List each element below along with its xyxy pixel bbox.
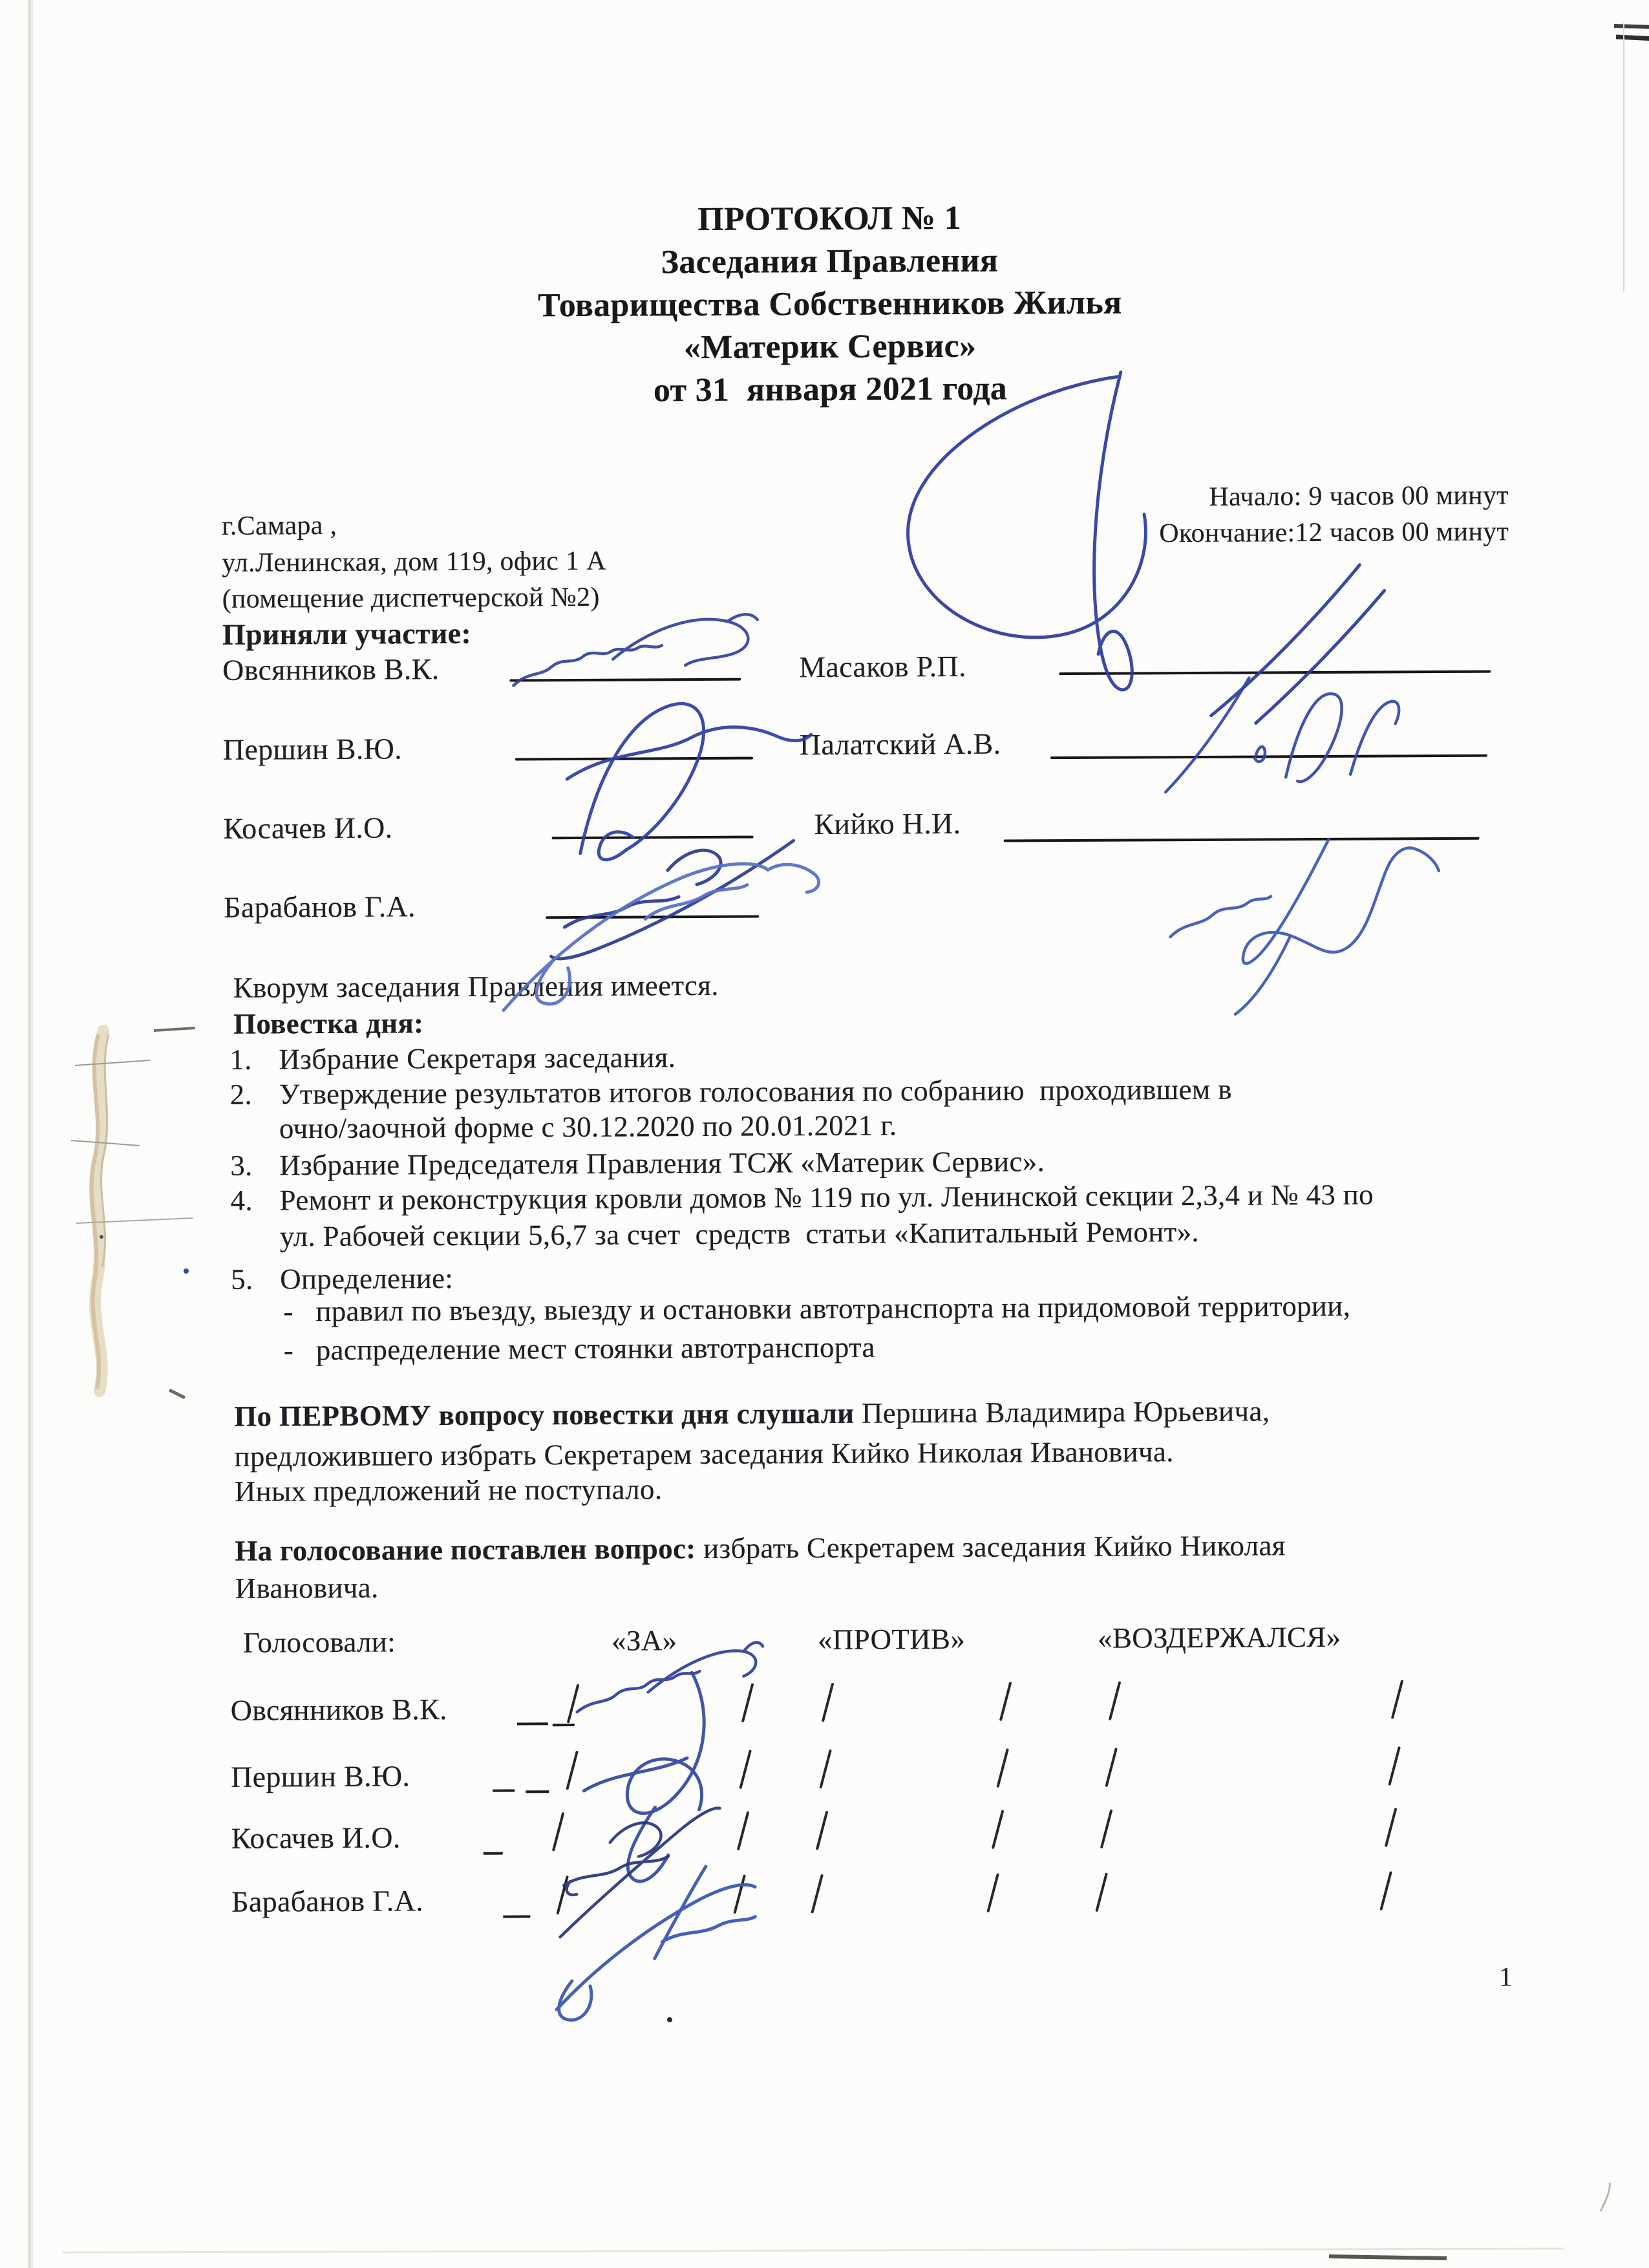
vote-slash (986, 1873, 999, 1912)
agenda-item-text: очно/заочной форме с 30.12.2020 по 20.01.2021 г. (279, 1109, 897, 1145)
signature-line (515, 757, 753, 761)
doc-title-line: Товарищества Собственников Жилья (537, 284, 1122, 325)
agenda-item-text: Определение: (280, 1262, 454, 1296)
vote-slash (999, 1682, 1012, 1721)
vote-slash (741, 1683, 754, 1722)
doc-title-line: «Материк Сервис» (683, 327, 977, 367)
vote-slash (816, 1811, 828, 1850)
signature-kiyko (1170, 839, 1440, 1014)
agenda-item (229, 1040, 676, 1076)
agenda-item-number: 4. (230, 1184, 253, 1217)
paragraph-bold: На голосование поставлен вопрос: (235, 1532, 696, 1567)
location-line: г.Самара , (221, 510, 337, 541)
doc-title-line: ПРОТОКОЛ № 1 (697, 199, 962, 239)
signature-palatsky (1165, 677, 1399, 792)
vote-slash (1385, 1808, 1397, 1847)
participants-heading: Приняли участие: (222, 616, 472, 651)
location-line: ул.Ленинская, дом 119, офис 1 А (222, 546, 606, 578)
participant-name: Овсянников В.К. (222, 652, 440, 687)
participant-name: Косачев И.О. (223, 811, 393, 845)
location-line: (помещение диспетчерской №2) (222, 582, 600, 614)
underscore-mark (526, 1790, 549, 1793)
signature-kosachev (551, 840, 794, 959)
paragraph-line (234, 1394, 1270, 1433)
doc-title-line: от 31 января 2021 года (653, 370, 1008, 409)
vote-slash (811, 1874, 823, 1914)
paragraph-text: Першина Владимира Юрьевича, (854, 1395, 1270, 1429)
participant-name: Барабанов Г.А. (224, 890, 416, 924)
participant-name: Кийко Н.И. (814, 806, 961, 841)
vote-slash (737, 1811, 749, 1850)
agenda-item-number: 5. (231, 1263, 253, 1296)
signature-line (1059, 670, 1491, 675)
vote-slash (556, 1876, 568, 1915)
voting-label: Голосовали: (242, 1625, 396, 1659)
agenda-item (230, 1073, 1232, 1111)
vote-row-name: Барабанов Г.А. (231, 1884, 424, 1918)
voting-column-vozderzhalsya: «ВОЗДЕРЖАЛСЯ» (1097, 1620, 1341, 1654)
signature-ovsyannikov (513, 614, 758, 685)
vote-slash (739, 1749, 751, 1789)
agenda-sub-item-text: правил по въезду, выезду и остановки автотранспорта на придомовой территории, (315, 1289, 1351, 1328)
signature-line (546, 915, 759, 919)
paragraph-text: избрать Секретарем заседания Кийко Николая (696, 1529, 1286, 1565)
paragraph-line: Иных предложений не поступало. (234, 1473, 663, 1508)
agenda-item-text: ул. Рабочей секции 5,6,7 за счет средств статьи «Капитальный Ремонт». (279, 1215, 1200, 1253)
time-end: Окончание:12 часов 00 минут (1159, 517, 1509, 549)
vote-row-name: Першин В.Ю. (231, 1759, 410, 1793)
title-block (14, 193, 1645, 415)
signature-vote-pershin (583, 1673, 705, 1881)
vote-slash (1100, 1809, 1112, 1848)
vote-slash (992, 1810, 1004, 1849)
agenda-item (230, 1178, 1374, 1217)
agenda-item-number: 2. (229, 1078, 253, 1111)
vote-slash (1388, 1746, 1400, 1786)
vote-slash (996, 1748, 1008, 1788)
participant-name: Масаков Р.П. (799, 649, 966, 684)
agenda-heading: Повестка дня: (233, 1007, 424, 1040)
vote-slash (733, 1874, 745, 1914)
agenda-item (231, 1261, 453, 1296)
agenda-item-number: 3. (230, 1149, 253, 1182)
underscore-mark (493, 1790, 515, 1792)
vote-slash (1105, 1748, 1117, 1787)
signature-vote-kosachev (559, 1808, 720, 1938)
signature-line (1004, 837, 1480, 842)
agenda-sub-item (284, 1331, 875, 1367)
page-number: 1 (1498, 1962, 1513, 1993)
paragraph-line: Ивановича. (235, 1571, 379, 1605)
agenda-item-number: 1. (229, 1043, 252, 1076)
vote-slash (567, 1684, 579, 1724)
agenda-item-text: Избрание Председателя Правления ТСЖ «Материк Сервис». (279, 1145, 1045, 1182)
signature-line (552, 836, 754, 840)
vote-slash (822, 1683, 834, 1722)
vote-slash (819, 1749, 831, 1789)
underscore-mark (517, 1722, 548, 1725)
dash-bullet: - (283, 1334, 294, 1367)
underscore-mark (484, 1852, 503, 1855)
participant-name: Палатский А.В. (799, 727, 1001, 762)
vote-slash (552, 1812, 564, 1852)
quorum-line: Кворум заседания Правления имеется. (233, 968, 719, 1004)
time-block (1159, 480, 1509, 549)
underscore-mark (503, 1915, 530, 1918)
time-start: Начало: 9 часов 00 минут (1209, 480, 1509, 512)
vote-slash (1095, 1872, 1107, 1912)
vote-row-name: Овсянников В.К. (230, 1693, 447, 1727)
agenda-item-text: Ремонт и реконструкция кровли домов № 119 по ул. Ленинской секции 2,3,4 и № 43 по (279, 1178, 1374, 1217)
vote-slash (566, 1751, 578, 1790)
agenda-sub-item (283, 1289, 1350, 1329)
vote-row-name: Косачев И.О. (231, 1821, 401, 1855)
vote-slash (1391, 1680, 1403, 1719)
signature-line (1050, 754, 1487, 760)
paragraph-bold: По ПЕРВОМУ вопросу повестки дня слушали (234, 1396, 855, 1433)
signature-line (509, 678, 741, 682)
agenda-item-text: Избрание Секретаря заседания. (279, 1041, 676, 1076)
paragraph-line: предложившего избрать Секретарем заседания Кийко Николая Ивановича. (234, 1435, 1174, 1473)
voting-column-protiv: «ПРОТИВ» (817, 1622, 966, 1656)
doc-title-line: Заседания Правления (661, 242, 999, 281)
agenda-item-text: Утверждение результатов итогов голосования по собранию проходившем в (279, 1073, 1232, 1111)
voting-column-za: «ЗА» (611, 1624, 677, 1657)
vote-slash (1109, 1681, 1121, 1720)
paragraph-line (235, 1528, 1286, 1568)
underscore-mark (553, 1724, 575, 1726)
vote-slash (1379, 1871, 1392, 1910)
agenda-sub-item-text: распределение мест стоянки автотранспорта (315, 1331, 875, 1367)
participant-name: Першин В.Ю. (222, 732, 403, 766)
agenda-item (230, 1144, 1045, 1182)
signature-vote-barabanov (556, 1867, 756, 2020)
dash-bullet: - (283, 1295, 293, 1328)
